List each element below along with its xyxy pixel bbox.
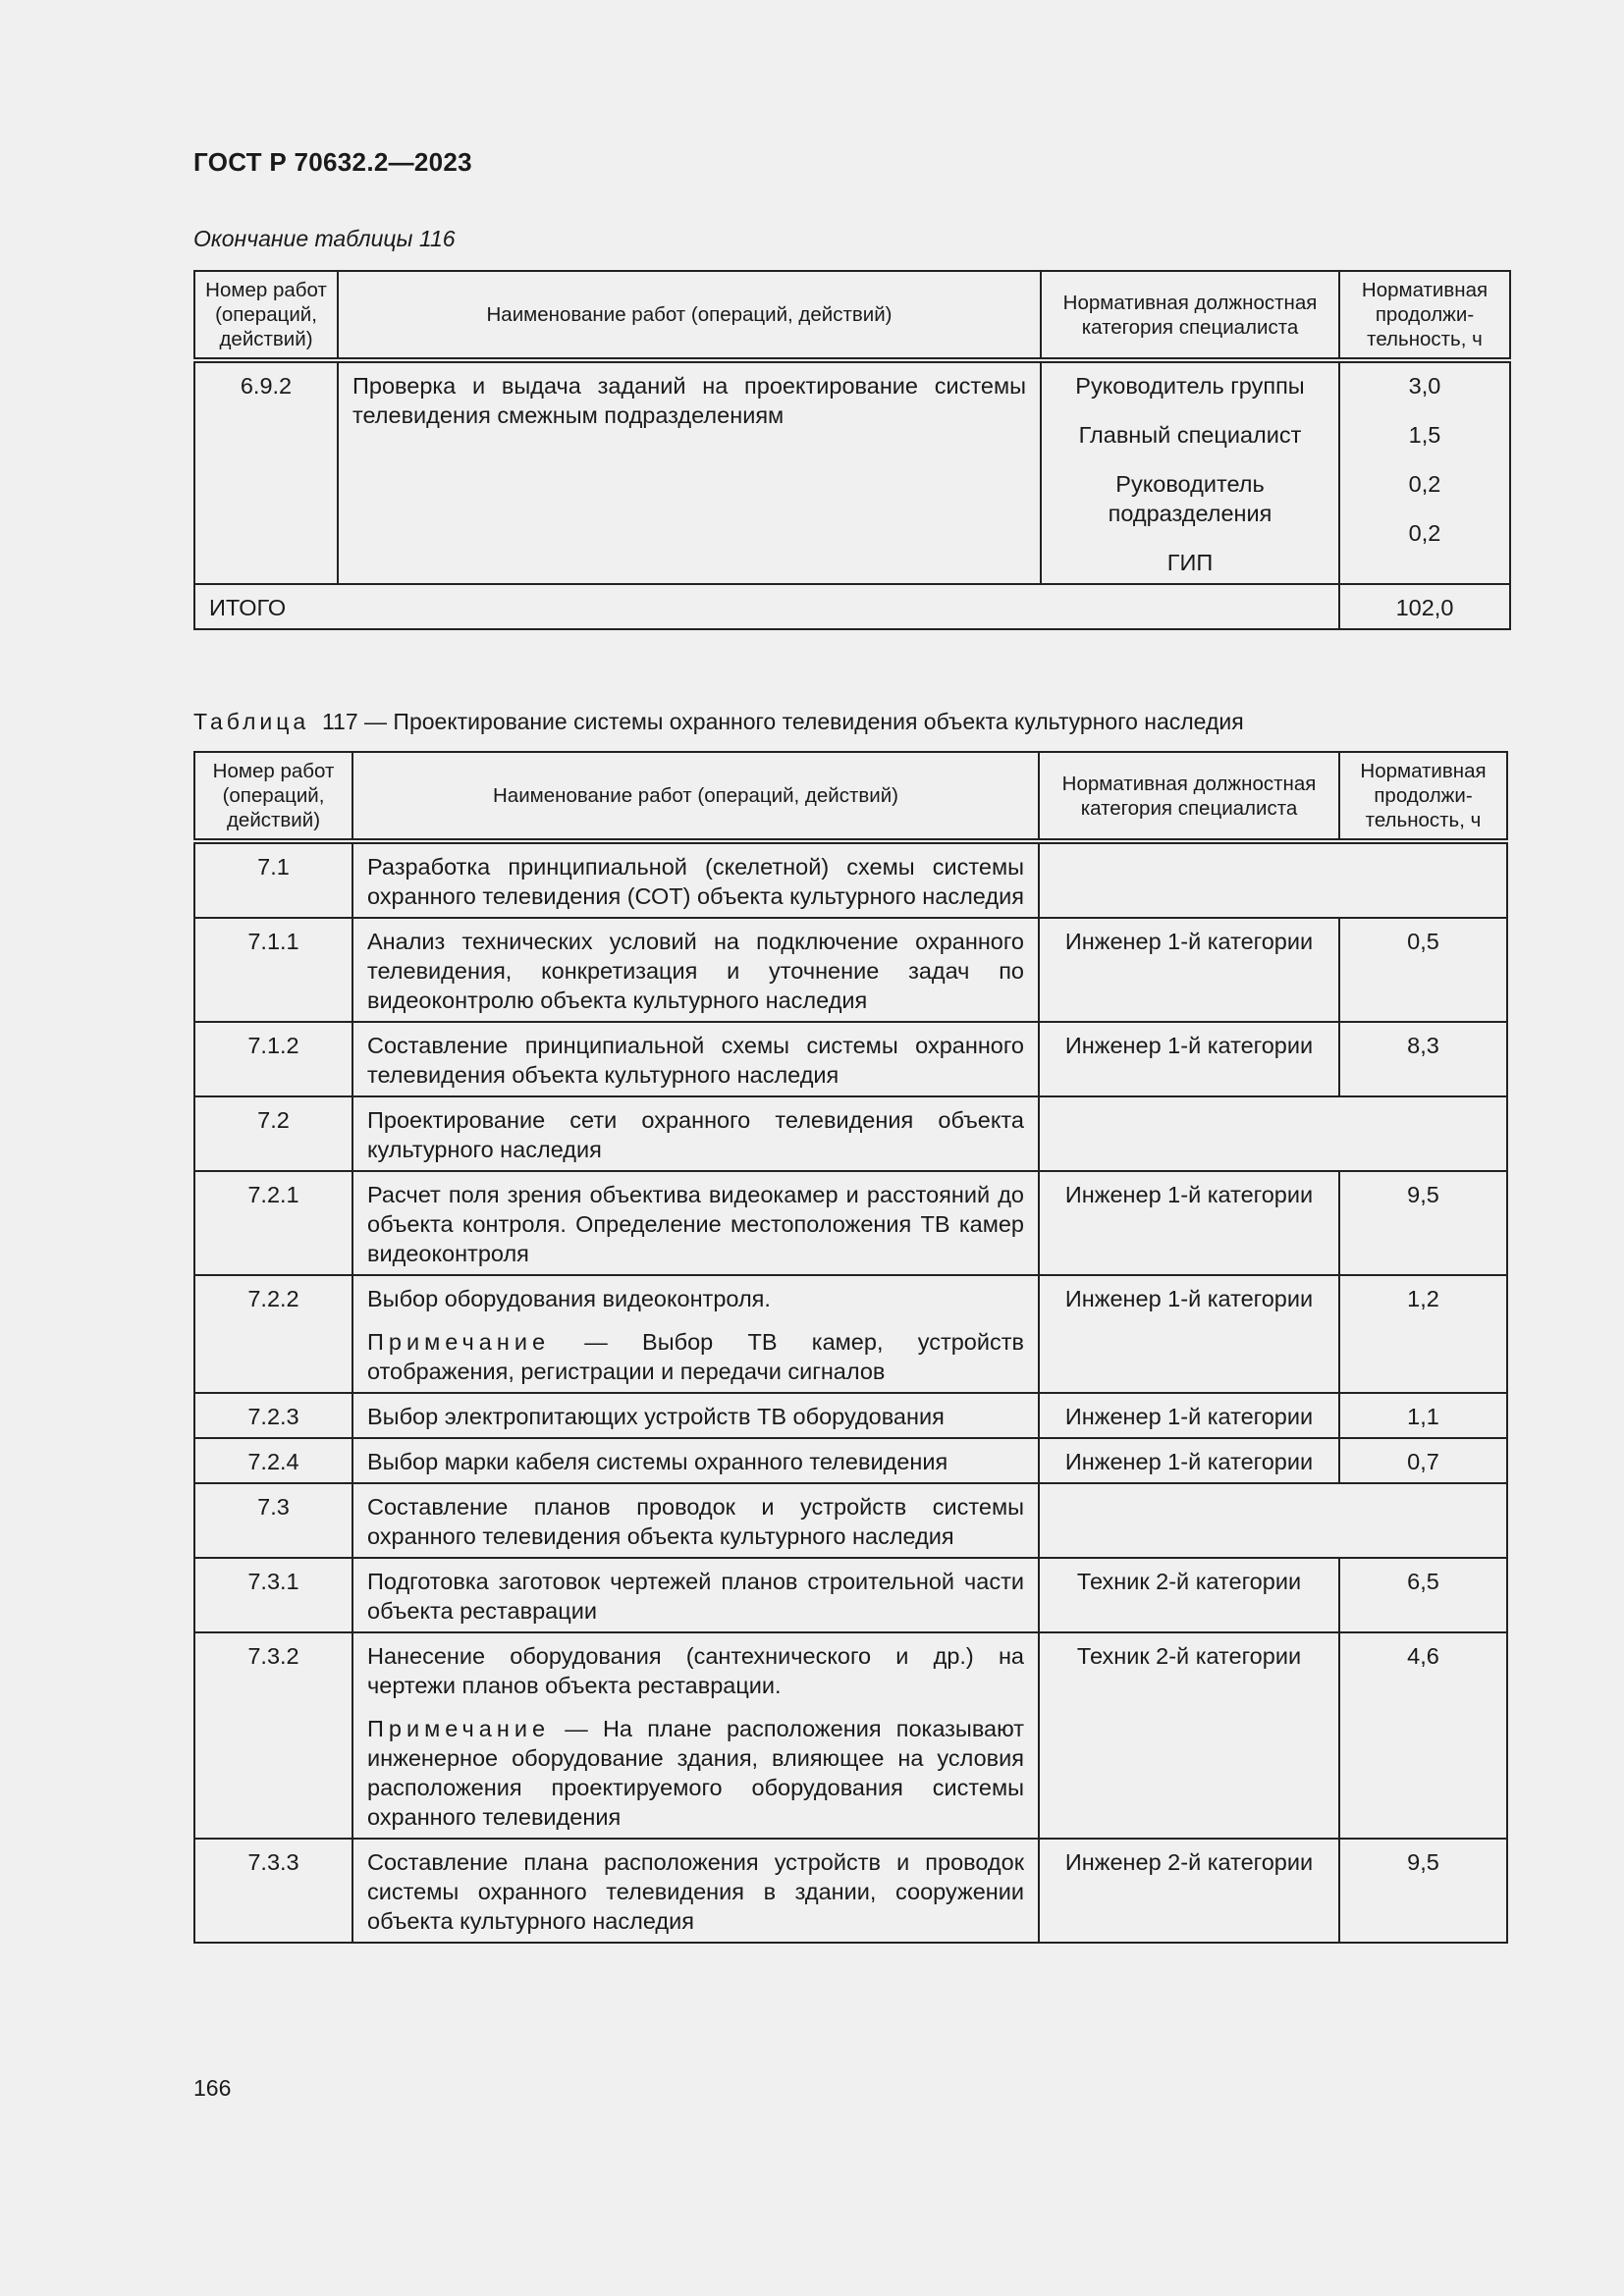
note-text: — Выбор ТВ камер, устройств отображения, регистрации и передачи сигналов [367,1329,1024,1384]
work-name-text: Расчет поля зрения объектива видеокамер и расстояний до объекта контроля. Определение местоположения ТВ камер видеоконтроля [367,1182,1024,1266]
work-name-text: Выбор марки кабеля системы охранного телевидения [367,1449,948,1474]
page-number: 166 [193,2075,232,2101]
specialist-category: Инженер 2-й категории [1039,1839,1339,1943]
work-number: 7.3.3 [194,1839,352,1943]
work-number: 7.3.1 [194,1558,352,1632]
work-name [352,918,1039,1022]
note-text: — На плане расположения показывают инженерное оборудование здания, влияющее на условия расположения проектируемого оборудования системы охранного телевидения [367,1716,1024,1830]
duration-value: 1,5 [1408,422,1441,448]
duration-value: 6,5 [1339,1558,1507,1632]
duration-list [1339,360,1510,584]
duration-value: 0,2 [1408,520,1441,546]
document-header: ГОСТ Р 70632.2—2023 [193,147,472,177]
duration-value: 0,5 [1339,918,1507,1022]
work-name-text: Выбор оборудования видеоконтроля. [367,1286,771,1311]
work-number: 6.9.2 [194,360,338,584]
work-number: 7.2 [194,1096,352,1171]
note-label: Примечание [367,1716,551,1741]
work-number: 7.1.1 [194,918,352,1022]
column-header-category: Нормативная должностная категория специалиста [1041,271,1339,360]
work-note [367,1327,1024,1386]
specialist-category: Инженер 1-й категории [1039,1171,1339,1275]
work-name [352,1839,1039,1943]
table-116-caption: Окончание таблицы 116 [193,226,456,251]
specialist-category: Главный специалист [1078,422,1302,448]
work-name [352,1438,1039,1483]
empty-cell [1039,841,1507,918]
work-note [367,1714,1024,1832]
table-117-caption-text: 117 — Проектирование системы охранного телевидения объекта культурного наследия [321,709,1244,734]
specialist-category: Техник 2-й категории [1039,1558,1339,1632]
table-row [194,1483,1507,1558]
column-header-number: Номер работ (операций, действий) [194,752,352,841]
work-name-text: Составление плана расположения устройств и проводок системы охранного телевидения в здании, сооружении объекта культурного наследия [367,1849,1024,1934]
column-header-number: Номер работ (операций, действий) [194,271,338,360]
table-117-caption-prefix: Таблица [193,709,310,734]
work-name [352,1171,1039,1275]
work-name: Проверка и выдача заданий на проектирование системы телевидения смежным подразделениям [338,360,1041,584]
work-name-text: Подготовка заготовок чертежей планов строительной части объекта реставрации [367,1569,1024,1624]
work-number: 7.2.2 [194,1275,352,1393]
duration-value: 4,6 [1339,1632,1507,1839]
work-name [352,1096,1039,1171]
work-number: 7.1 [194,841,352,918]
specialist-category: Руководитель подразделения [1108,471,1272,526]
work-number: 7.3.2 [194,1632,352,1839]
table-row [194,841,1507,918]
work-name [352,1275,1039,1393]
table-row [194,1438,1507,1483]
table-row [194,360,1510,584]
empty-cell [1039,1096,1507,1171]
work-name-text: Выбор электропитающих устройств ТВ оборудования [367,1404,945,1429]
work-name-text: Составление планов проводок и устройств системы охранного телевидения объекта культурного наследия [367,1494,1024,1549]
table-117-caption [193,709,1244,735]
duration-value: 9,5 [1339,1839,1507,1943]
specialist-category: Инженер 1-й категории [1039,918,1339,1022]
column-header-duration: Нормативная продолжи-тельность, ч [1339,752,1507,841]
specialist-category: Техник 2-й категории [1039,1632,1339,1839]
column-header-name: Наименование работ (операций, действий) [352,752,1039,841]
work-name [352,841,1039,918]
duration-value: 1,1 [1339,1393,1507,1438]
work-name [352,1632,1039,1839]
column-header-name: Наименование работ (операций, действий) [338,271,1041,360]
specialist-category: Руководитель группы [1075,373,1305,399]
empty-cell [1039,1483,1507,1558]
table-116 [193,270,1511,630]
work-number: 7.3 [194,1483,352,1558]
duration-value: 9,5 [1339,1171,1507,1275]
total-label: ИТОГО [194,584,1339,629]
work-name [352,1022,1039,1096]
table-row [194,1022,1507,1096]
work-name [352,1483,1039,1558]
table-row [194,1275,1507,1393]
table-row [194,1393,1507,1438]
duration-value: 0,2 [1408,471,1441,497]
specialist-category: ГИП [1166,550,1214,575]
total-value: 102,0 [1339,584,1510,629]
work-number: 7.2.1 [194,1171,352,1275]
specialist-category: Инженер 1-й категории [1039,1438,1339,1483]
table-row [194,1839,1507,1943]
work-name [352,1558,1039,1632]
specialist-category-list [1041,360,1339,584]
specialist-category: Инженер 1-й категории [1039,1022,1339,1096]
work-number: 7.2.3 [194,1393,352,1438]
specialist-category: Инженер 1-й категории [1039,1393,1339,1438]
duration-value: 8,3 [1339,1022,1507,1096]
column-header-duration: Нормативная продолжи-тельность, ч [1339,271,1510,360]
note-label: Примечание [367,1329,551,1355]
work-name-text: Проектирование сети охранного телевидения объекта культурного наследия [367,1107,1024,1162]
duration-value: 0,7 [1339,1438,1507,1483]
work-name-text: Разработка принципиальной (скелетной) схемы системы охранного телевидения (СОТ) объекта культурного наследия [367,854,1024,909]
work-number: 7.1.2 [194,1022,352,1096]
work-name-text: Составление принципиальной схемы системы охранного телевидения объекта культурного наследия [367,1033,1024,1088]
column-header-category: Нормативная должностная категория специалиста [1039,752,1339,841]
work-name [352,1393,1039,1438]
work-name-text: Анализ технических условий на подключение охранного телевидения, конкретизация и уточнение задач по видеоконтролю объекта культурного наследия [367,929,1024,1013]
table-row [194,1096,1507,1171]
table-row [194,918,1507,1022]
table-row [194,1171,1507,1275]
duration-value: 3,0 [1408,373,1441,399]
table-117-header-row [194,752,1507,841]
work-number: 7.2.4 [194,1438,352,1483]
specialist-category: Инженер 1-й категории [1039,1275,1339,1393]
table-116-header-row [194,271,1510,360]
table-row [194,1558,1507,1632]
table-row [194,1632,1507,1839]
work-name-text: Нанесение оборудования (сантехнического и др.) на чертежи планов объекта реставрации. [367,1643,1024,1698]
table-117 [193,751,1508,1944]
duration-value: 1,2 [1339,1275,1507,1393]
total-row [194,584,1510,629]
